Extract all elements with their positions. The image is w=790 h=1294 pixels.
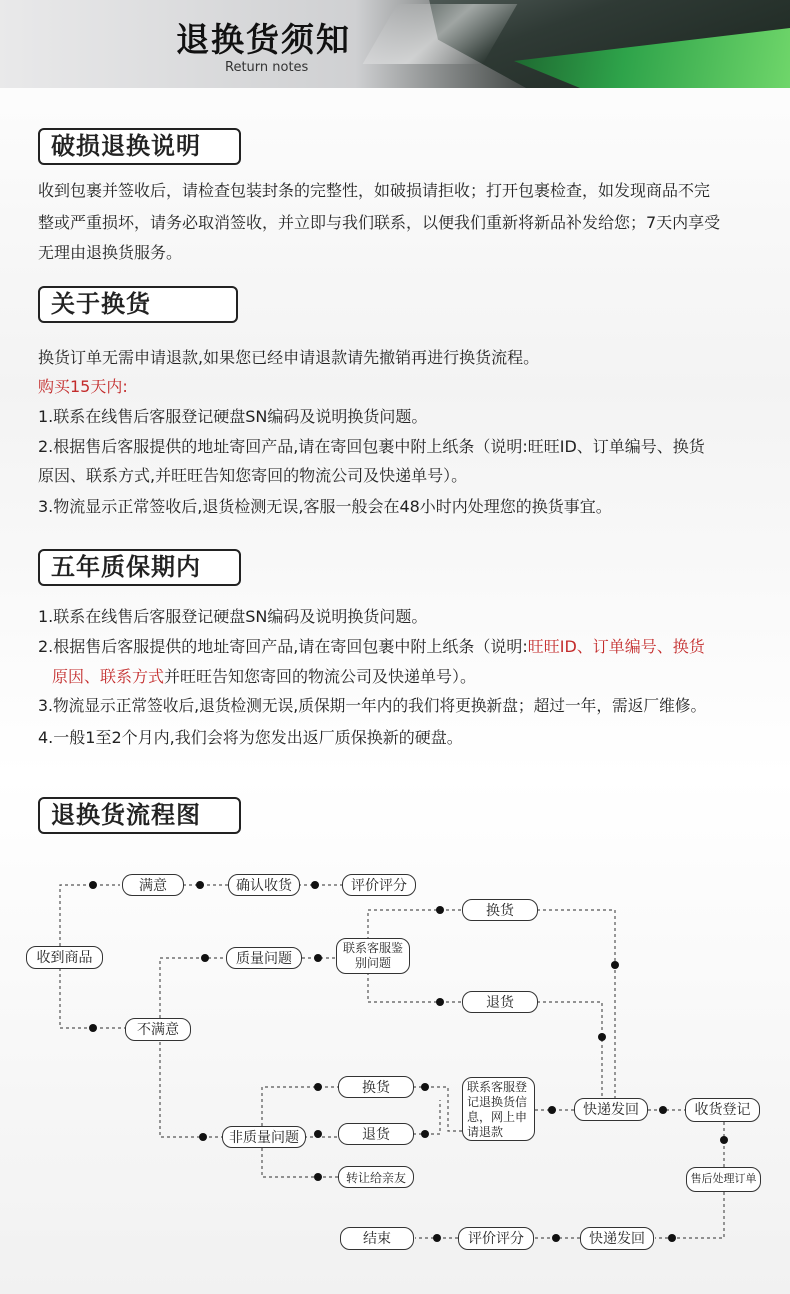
section-title-flow: 退换货流程图 bbox=[38, 797, 241, 834]
exchange-intro: 换货订单无需申请退款,如果您已经申请退款请先撤销再进行换货流程。 bbox=[38, 348, 540, 367]
flow-node-end: 结束 bbox=[340, 1227, 414, 1250]
flow-node-return-1: 退货 bbox=[462, 991, 538, 1013]
warranty-item-2-prefix: 2.根据售后客服提供的地址寄回产品,请在寄回包裹中附上纸条（说明: bbox=[38, 637, 528, 656]
banner-subtitle: Return notes bbox=[225, 60, 309, 75]
banner-title: 退换货须知 bbox=[176, 20, 351, 59]
flow-node-non-quality-issue: 非质量问题 bbox=[222, 1126, 306, 1148]
flow-node-return-2: 退货 bbox=[338, 1123, 414, 1145]
flow-node-satisfied: 满意 bbox=[122, 874, 184, 896]
damage-line-3: 无理由退换货服务。 bbox=[38, 243, 183, 262]
flow-node-express-back-2: 快递发回 bbox=[580, 1227, 654, 1250]
exchange-item-2-cont: 原因、联系方式,并旺旺告知您寄回的物流公司及快递单号）。 bbox=[38, 466, 468, 485]
flow-node-contact-cs: 联系客服鉴别问题 bbox=[336, 938, 410, 974]
flow-node-after-sale-processing: 售后处理订单 bbox=[686, 1167, 761, 1192]
section-title-warranty: 五年质保期内 bbox=[38, 549, 241, 586]
exchange-item-2: 2.根据售后客服提供的地址寄回产品,请在寄回包裹中附上纸条（说明:旺旺ID、订单编号、换货 bbox=[38, 437, 705, 456]
section-title-damage: 破损退换说明 bbox=[38, 128, 241, 165]
flow-node-exchange-1: 换货 bbox=[462, 899, 538, 921]
flow-node-register-info: 联系客服登记退换货信息，网上申请退款 bbox=[462, 1077, 535, 1141]
flow-node-express-back-1: 快递发回 bbox=[574, 1098, 648, 1121]
flow-node-confirm-receipt: 确认收货 bbox=[228, 874, 300, 896]
damage-line-2: 整或严重损坏，请务必取消签收，并立即与我们联系，以便我们重新将新品补发给您；7天内享受 bbox=[38, 213, 721, 232]
warranty-item-1: 1.联系在线售后客服登记硬盘SN编码及说明换货问题。 bbox=[38, 607, 428, 626]
warranty-item-3: 3.物流显示正常签收后,退货检测无误,质保期一年内的我们将更换新盘；超过一年，需返厂维修。 bbox=[38, 696, 707, 715]
damage-line-1: 收到包裹并签收后，请检查包装封条的完整性，如破损请拒收；打开包裹检查，如发现商品不完 bbox=[38, 181, 711, 200]
flow-node-transfer: 转让给亲友 bbox=[338, 1166, 414, 1188]
warranty-item-2b-suffix: 并旺旺告知您寄回的物流公司及快递单号）。 bbox=[164, 667, 477, 686]
flow-node-rate-1: 评价评分 bbox=[342, 874, 416, 896]
warranty-item-2-red: 旺旺ID、订单编号、换货 bbox=[527, 637, 705, 656]
warranty-item-2b-red: 原因、联系方式 bbox=[52, 667, 165, 686]
exchange-item-1: 1.联系在线售后客服登记硬盘SN编码及说明换货问题。 bbox=[38, 407, 428, 426]
section-title-exchange: 关于换货 bbox=[38, 286, 238, 323]
exchange-red-note: 购买15天内: bbox=[38, 377, 128, 396]
flow-node-quality-issue: 质量问题 bbox=[226, 947, 302, 969]
flow-node-unsatisfied: 不满意 bbox=[125, 1018, 191, 1041]
flow-node-received: 收到商品 bbox=[26, 946, 103, 969]
warranty-item-4: 4.一般1至2个月内,我们会将为您发出返厂质保换新的硬盘。 bbox=[38, 728, 463, 747]
flow-node-receipt-registration: 收货登记 bbox=[685, 1098, 760, 1122]
flow-node-exchange-2: 换货 bbox=[338, 1076, 414, 1098]
exchange-item-3: 3.物流显示正常签收后,退货检测无误,客服一般会在48小时内处理您的换货事宜。 bbox=[38, 497, 612, 516]
flow-node-rate-2: 评价评分 bbox=[458, 1227, 534, 1250]
